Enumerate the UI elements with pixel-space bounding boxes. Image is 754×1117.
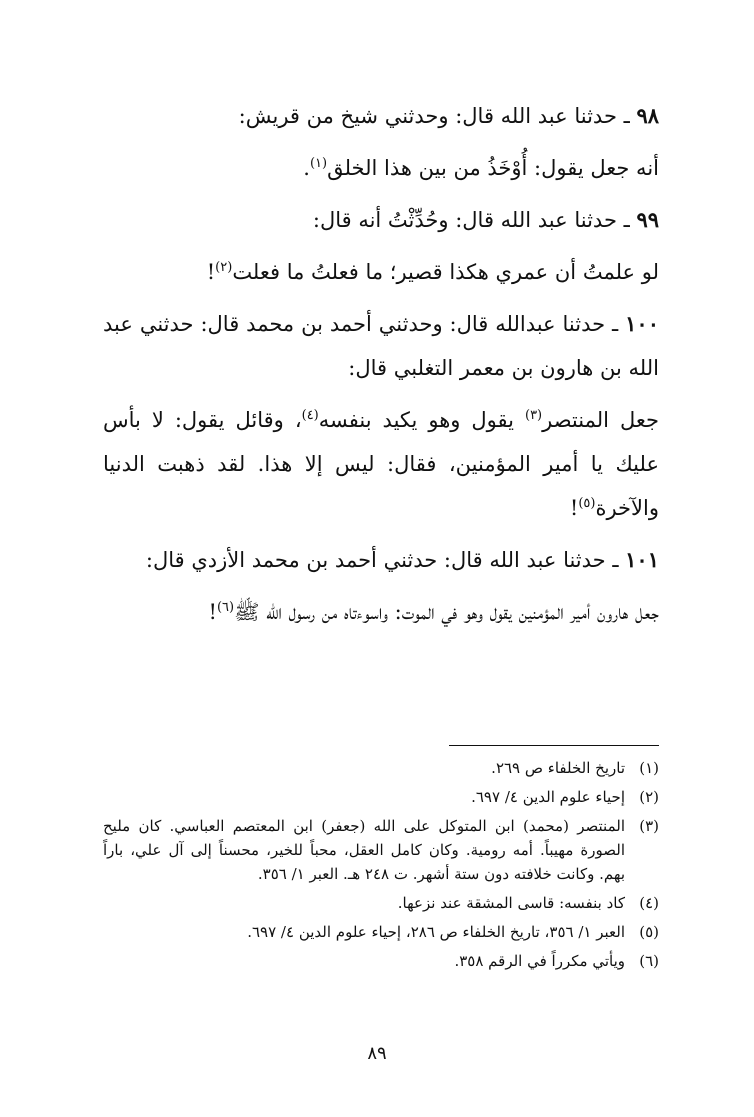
paragraph-101-body — [103, 590, 659, 634]
footnote-item — [103, 949, 659, 973]
paragraph-text: ، وقائل يقول: لا بأس عليك يا أمير المؤمنين، فقال: ليس إلا هذا. لقد ذهبت الدنيا والآخرة — [103, 408, 659, 520]
footnote-text: ويأتي مكرراً في الرقم ٣٥٨. — [454, 952, 625, 970]
footnote-text: إحياء علوم الدين ٤/ ٦٩٧. — [471, 788, 625, 806]
paragraph-98 — [103, 94, 659, 138]
page-number: ٨٩ — [367, 1043, 387, 1064]
paragraph-100 — [103, 302, 659, 390]
footnote-label: (٥) — [639, 923, 659, 941]
paragraph-text: جعل هارون أمير المؤمنين يقول وهو في الموت: واسوءتاه من رسول الله ﷺ — [234, 600, 659, 624]
paragraph-tail: ! — [208, 600, 217, 624]
footnote-label: (٢) — [639, 788, 659, 806]
hadith-number: ١٠٠ — [625, 311, 659, 336]
footnote-label: (٣) — [639, 817, 659, 835]
footnote-label: (٤) — [639, 894, 659, 912]
footnote-ref[interactable]: (٣) — [524, 408, 543, 423]
footnote-label: (١) — [639, 759, 659, 777]
paragraph-tail: ! — [206, 260, 216, 284]
paragraph-text: ـ حدثنا عبد الله قال: حدثني أحمد بن محمد الأزدي قال: — [145, 548, 626, 572]
paragraph-tail: ! — [569, 496, 579, 520]
paragraph-text: أنه جعل يقول: أُوْخَذُ من بين هذا الخلق — [327, 156, 659, 180]
footnote-item — [103, 756, 659, 780]
footnote-label: (٦) — [639, 952, 659, 970]
footnote-ref[interactable]: (٦) — [216, 600, 235, 615]
hadith-number: ٩٨ — [636, 103, 659, 128]
paragraph-99 — [103, 198, 659, 242]
footnote-text: كاد بنفسه: قاسى المشقة عند نزعها. — [397, 894, 625, 912]
footnote-text: العبر ١/ ٣٥٦، تاريخ الخلفاء ص ٢٨٦، إحياء علوم الدين ٤/ ٦٩٧. — [247, 923, 625, 941]
hadith-number: ٩٩ — [636, 207, 659, 232]
paragraph-99-body — [103, 250, 659, 294]
footnote-divider — [449, 745, 659, 746]
footnote-text: تاريخ الخلفاء ص ٢٦٩. — [491, 759, 625, 777]
paragraph-101 — [103, 538, 659, 582]
footnote-ref[interactable]: (٥) — [578, 496, 596, 511]
paragraph-text: ـ حدثنا عبد الله قال: وحدثني شيخ من قريش: — [238, 104, 637, 128]
footnote-item — [103, 891, 659, 915]
hadith-number: ١٠١ — [625, 547, 659, 572]
paragraph-text: لو علمتُ أن عمري هكذا قصير؛ ما فعلتُ ما فعلت — [232, 260, 659, 284]
main-text — [103, 94, 659, 642]
paragraph-98-body — [103, 146, 659, 190]
footnote-text: المنتصر (محمد) ابن المتوكل على الله (جعفر) ابن المعتصم العباسي. كان مليح الصورة مهيباً. أمه رومية. وكان كامل العقل، محباً للخير، محسناً إلى آل علي، باراً بهم. وكانت خلافته دون ستة أشهر. ت ٢٤٨ هـ. العبر ١/ ٣٥٦. — [103, 817, 625, 883]
footnote-item — [103, 920, 659, 944]
paragraph-text: ـ حدثنا عبد الله قال: وحُدِّثْتُ أنه قال: — [312, 208, 637, 232]
footnote-item — [103, 814, 659, 886]
paragraph-text: ـ حدثنا عبدالله قال: وحدثني أحمد بن محمد قال: حدثني عبد الله بن هارون بن معمر التغلبي قال: — [103, 312, 659, 380]
footnotes — [103, 756, 659, 978]
footnote-ref[interactable]: (١) — [309, 156, 328, 171]
footnote-item — [103, 785, 659, 809]
paragraph-text: جعل المنتصر — [542, 408, 659, 432]
paragraph-text: يقول وهو يكيد بنفسه — [318, 408, 525, 432]
footnote-ref[interactable]: (٢) — [215, 260, 233, 275]
paragraph-100-body — [103, 398, 659, 530]
paragraph-tail: . — [303, 156, 310, 180]
footnote-ref[interactable]: (٤) — [301, 408, 319, 423]
